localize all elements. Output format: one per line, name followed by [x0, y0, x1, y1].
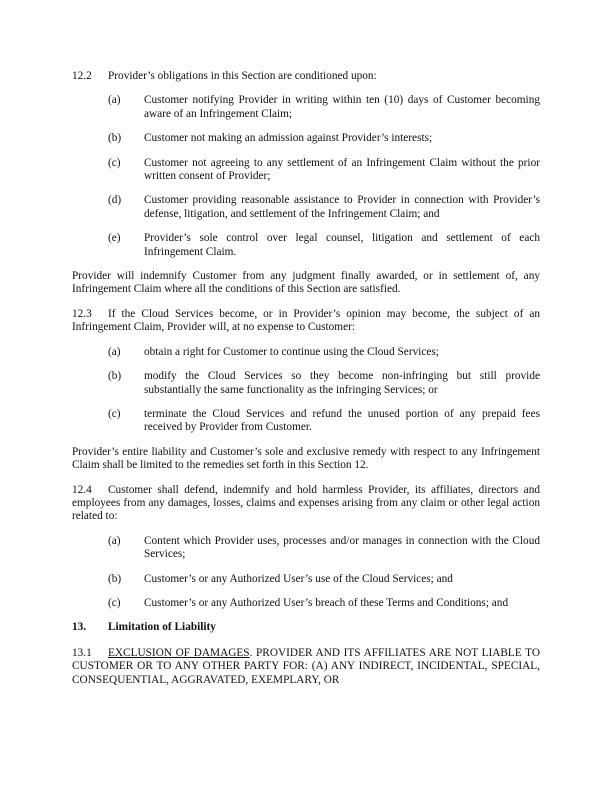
list-text: Customer not making an admission against Provider’s interests;: [144, 132, 433, 145]
list-item: [72, 535, 540, 562]
list-item: [72, 597, 540, 610]
section-text: If the Cloud Services become, or in Provider’s opinion may become, the subject of an Infringement Claim, Provider will, at no expense to Customer:: [72, 307, 540, 334]
list-item: [72, 573, 540, 586]
list-label: (b): [108, 572, 122, 585]
list-item: [72, 157, 540, 184]
list-label: (b): [108, 370, 122, 383]
list-text: Customer’s or any Authorized User’s breach of these Terms and Conditions; and: [144, 596, 509, 609]
list-label: (a): [108, 345, 121, 358]
section-12-3-closing: Provider’s entire liability and Customer’s sole and exclusive remedy with respect to any Infringement Claim shall be limited to the remedies set forth in this Section 12.: [72, 445, 540, 472]
list-label: (d): [108, 194, 122, 207]
section-text: . PROVIDER AND ITS AFFILIATES ARE NOT LIABLE TO CUSTOMER OR TO ANY OTHER PARTY FOR: (A) ANY INDIRECT, INCIDENTAL, SPECIAL, CONSEQUENTIAL, AGGRAVATED, EXEMPLARY, OR: [72, 646, 541, 686]
list-label: (e): [108, 232, 121, 245]
section-12-3-intro: [72, 308, 540, 335]
list-text: Customer notifying Provider in writing within ten (10) days of Customer becoming aware of an Infringement Claim;: [144, 94, 540, 120]
document-page: [72, 70, 540, 698]
list-label: (c): [108, 596, 121, 609]
list-text: terminate the Cloud Services and refund the unused portion of any prepaid fees received by Provider from Customer.: [144, 407, 540, 434]
list-text: Content which Provider uses, processes and/or manages in connection with the Cloud Services;: [144, 534, 540, 561]
section-number: 13.1: [72, 646, 92, 659]
list-text: obtain a right for Customer to continue using the Cloud Services;: [144, 345, 439, 358]
list-text: Customer’s or any Authorized User’s use of the Cloud Services; and: [144, 572, 453, 585]
list-label: (c): [108, 407, 121, 420]
section-number: 13.: [72, 621, 87, 634]
list-item: [72, 408, 540, 435]
section-12-2-closing: Provider will indemnify Customer from any judgment finally awarded, or in settlement of, any Infringement Claim where all the conditions of this Section are satisfied.: [72, 270, 540, 296]
list-label: (b): [108, 132, 122, 145]
list-label: (a): [108, 534, 121, 547]
underlined-heading: EXCLUSION OF DAMAGES: [108, 646, 250, 659]
list-item: [72, 232, 540, 259]
section-number: 12.4: [72, 483, 92, 496]
list-item: [72, 94, 540, 121]
list-label: (a): [108, 94, 121, 107]
section-13-heading: [72, 621, 540, 634]
list-text: modify the Cloud Services so they become non-infringing but still provide substantially the same functionality as the infringing Services; or: [144, 370, 540, 396]
section-title: Limitation of Liability: [108, 621, 216, 634]
section-text: Provider’s obligations in this Section are conditioned upon:: [108, 70, 377, 82]
list-item: [72, 194, 540, 221]
section-13-1: [72, 647, 540, 687]
list-item: [72, 132, 540, 145]
section-text: Customer shall defend, indemnify and hold harmless Provider, its affiliates, directors and employees from any damages, losses, claims and expenses arising from any claim or other legal action related to:: [72, 483, 540, 523]
section-12-4-intro: [72, 484, 540, 524]
list-item: [72, 346, 540, 359]
list-text: Customer not agreeing to any settlement of an Infringement Claim without the prior written consent of Provider;: [144, 156, 540, 183]
list-item: [72, 370, 540, 397]
list-label: (c): [108, 156, 121, 169]
section-12-2-intro: [72, 70, 540, 83]
section-number: 12.2: [72, 70, 92, 82]
list-text: Customer providing reasonable assistance to Provider in connection with Provider’s defense, litigation, and settlement of the Infringement Claim; and: [144, 194, 540, 220]
section-number: 12.3: [72, 307, 92, 320]
list-text: Provider’s sole control over legal counsel, litigation and settlement of each Infringement Claim.: [144, 232, 540, 258]
